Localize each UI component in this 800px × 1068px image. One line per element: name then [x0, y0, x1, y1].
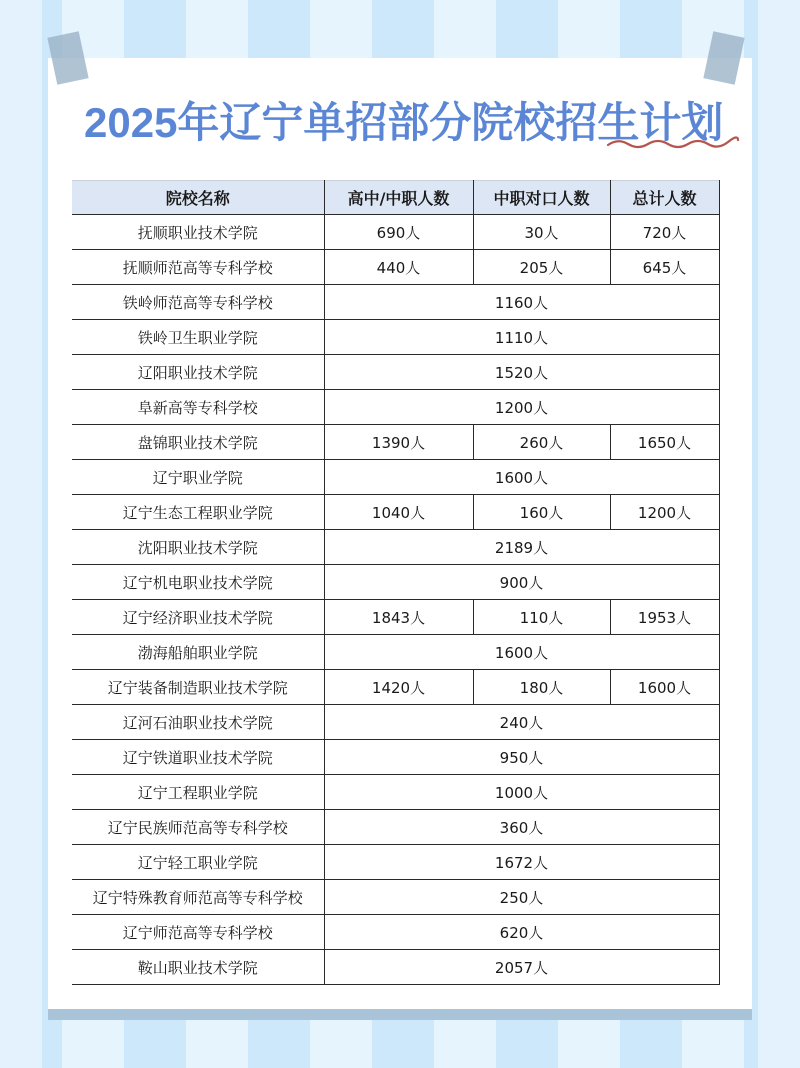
school-name: 鞍山职业技术学院	[72, 950, 324, 985]
merged-total-count: 1000人	[324, 775, 719, 810]
table-row	[72, 740, 719, 775]
table-row	[72, 460, 719, 495]
table-header-row	[72, 181, 719, 215]
school-name: 辽宁经济职业技术学院	[72, 600, 324, 635]
header-total-count: 总计人数	[610, 181, 719, 215]
table-row	[72, 285, 719, 320]
table-row	[72, 670, 719, 705]
background-edge-right	[758, 0, 800, 1068]
high-school-count: 1420人	[324, 670, 473, 705]
school-name: 辽宁生态工程职业学院	[72, 495, 324, 530]
table-row	[72, 950, 719, 985]
background-edge-left	[0, 0, 42, 1068]
merged-total-count: 2189人	[324, 530, 719, 565]
school-name: 抚顺师范高等专科学校	[72, 250, 324, 285]
total-count: 1200人	[610, 495, 719, 530]
card-shadow	[48, 1009, 752, 1020]
vocational-count: 110人	[473, 600, 610, 635]
merged-total-count: 1520人	[324, 355, 719, 390]
school-name: 辽宁工程职业学院	[72, 775, 324, 810]
merged-total-count: 240人	[324, 705, 719, 740]
school-name: 沈阳职业技术学院	[72, 530, 324, 565]
high-school-count: 690人	[324, 215, 473, 250]
table-row	[72, 775, 719, 810]
high-school-count: 440人	[324, 250, 473, 285]
school-name: 辽宁职业学院	[72, 460, 324, 495]
merged-total-count: 2057人	[324, 950, 719, 985]
table-row	[72, 425, 719, 460]
vocational-count: 160人	[473, 495, 610, 530]
school-name: 辽宁民族师范高等专科学校	[72, 810, 324, 845]
table-row	[72, 635, 719, 670]
header-school-name: 院校名称	[72, 181, 324, 215]
table-row	[72, 565, 719, 600]
school-name: 辽宁机电职业技术学院	[72, 565, 324, 600]
school-name: 抚顺职业技术学院	[72, 215, 324, 250]
total-count: 1650人	[610, 425, 719, 460]
total-count: 1600人	[610, 670, 719, 705]
school-name: 辽宁装备制造职业技术学院	[72, 670, 324, 705]
high-school-count: 1040人	[324, 495, 473, 530]
school-name: 辽河石油职业技术学院	[72, 705, 324, 740]
total-count: 1953人	[610, 600, 719, 635]
total-count: 645人	[610, 250, 719, 285]
table-row	[72, 250, 719, 285]
school-name: 盘锦职业技术学院	[72, 425, 324, 460]
school-name: 辽宁师范高等专科学校	[72, 915, 324, 950]
table-row	[72, 705, 719, 740]
table-row	[72, 495, 719, 530]
merged-total-count: 1600人	[324, 635, 719, 670]
merged-total-count: 1160人	[324, 285, 719, 320]
merged-total-count: 1110人	[324, 320, 719, 355]
school-name: 铁岭卫生职业学院	[72, 320, 324, 355]
vocational-count: 205人	[473, 250, 610, 285]
total-count: 720人	[610, 215, 719, 250]
table-row	[72, 530, 719, 565]
table-row	[72, 215, 719, 250]
squiggle-underline-icon	[606, 136, 740, 150]
school-name: 辽宁特殊教育师范高等专科学校	[72, 880, 324, 915]
table-row	[72, 810, 719, 845]
vocational-count: 260人	[473, 425, 610, 460]
merged-total-count: 620人	[324, 915, 719, 950]
table-row	[72, 600, 719, 635]
header-high-school-count: 高中/中职人数	[324, 181, 473, 215]
table-row	[72, 355, 719, 390]
table-row	[72, 915, 719, 950]
merged-total-count: 1672人	[324, 845, 719, 880]
merged-total-count: 950人	[324, 740, 719, 775]
table-row	[72, 320, 719, 355]
merged-total-count: 360人	[324, 810, 719, 845]
table-row	[72, 845, 719, 880]
merged-total-count: 1600人	[324, 460, 719, 495]
vocational-count: 180人	[473, 670, 610, 705]
vocational-count: 30人	[473, 215, 610, 250]
school-name: 辽宁铁道职业技术学院	[72, 740, 324, 775]
merged-total-count: 1200人	[324, 390, 719, 425]
school-name: 阜新高等专科学校	[72, 390, 324, 425]
table-row	[72, 390, 719, 425]
school-name: 渤海船舶职业学院	[72, 635, 324, 670]
merged-total-count: 250人	[324, 880, 719, 915]
school-name: 辽宁轻工职业学院	[72, 845, 324, 880]
school-name: 辽阳职业技术学院	[72, 355, 324, 390]
school-name: 铁岭师范高等专科学校	[72, 285, 324, 320]
page-title: 2025年辽宁单招部分院校招生计划	[84, 99, 724, 146]
high-school-count: 1843人	[324, 600, 473, 635]
merged-total-count: 900人	[324, 565, 719, 600]
header-vocational-count: 中职对口人数	[473, 181, 610, 215]
table-row	[72, 880, 719, 915]
enrollment-table	[72, 180, 720, 985]
high-school-count: 1390人	[324, 425, 473, 460]
